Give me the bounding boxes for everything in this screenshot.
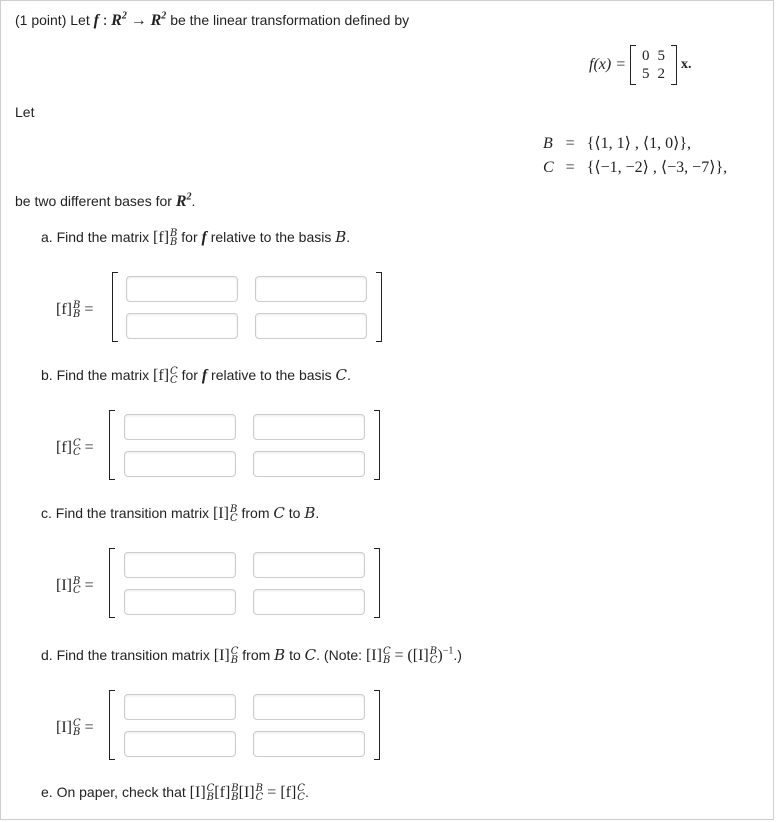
let-label: Let <box>15 104 35 120</box>
part-c-label: [I] B C = <box>56 576 94 597</box>
matrix-left-bracket <box>112 272 118 342</box>
basis-b-symbol: B <box>543 135 553 152</box>
part-d-label: [I] C B = <box>56 718 94 739</box>
part-b-func: f <box>201 367 208 384</box>
part-c-answer-r2c2[interactable] <box>253 589 365 615</box>
part-b-question <box>41 366 351 385</box>
basis-b-value: {⟨1, 1⟩ , ⟨1, 0⟩}, <box>586 135 692 152</box>
part-c-answer-r2c1[interactable] <box>124 589 236 615</box>
part-b-answer-r2c1[interactable] <box>124 451 236 477</box>
equals-sign: = <box>565 159 575 176</box>
part-b-label: [f] C C = <box>56 438 94 459</box>
problem-intro <box>15 12 409 30</box>
part-a-end: . <box>346 229 351 245</box>
matrix-cell: 2 <box>657 66 665 82</box>
part-d-to: C <box>304 646 317 664</box>
part-b-end: . <box>347 367 351 383</box>
part-b-notation: [f] C C <box>153 366 178 387</box>
part-c-to-word: to <box>288 505 301 521</box>
codomain-symbol: $R^2$ <box>150 10 167 29</box>
part-d-middle: from <box>242 647 271 663</box>
function-symbol: f <box>93 12 99 29</box>
domain-symbol: $R^2$ <box>111 10 127 29</box>
part-d-note-eq: = <box>394 647 404 664</box>
matrix-left-bracket <box>109 548 115 618</box>
matrix-right-bracket <box>374 690 380 760</box>
definition-display <box>589 45 692 85</box>
part-b-basis: C <box>335 366 348 384</box>
points-label: (1 point) <box>15 12 67 28</box>
matrix-cell: 0 <box>642 48 650 64</box>
part-d-answer-r2c2[interactable] <box>253 731 365 757</box>
part-d-note-lhs: [I] C B <box>365 646 391 667</box>
intro-suffix: be the linear transformation defined by <box>170 12 410 28</box>
space-symbol: $R^2$ <box>175 191 192 210</box>
bases-note <box>15 193 195 211</box>
part-c-middle: from <box>241 505 270 521</box>
matrix-left-bracket <box>109 410 115 480</box>
part-d-notation: [I] C B <box>213 646 239 667</box>
matrix-cell: 5 <box>657 48 665 64</box>
part-d-note-open: . (Note: <box>316 647 363 663</box>
part-a-answer-r1c1[interactable] <box>126 276 238 302</box>
part-a-answer-r2c1[interactable] <box>126 313 238 339</box>
part-d-prefix: d. Find the transition matrix <box>41 647 210 663</box>
part-b-answer-r2c2[interactable] <box>253 451 365 477</box>
part-a-label: [f] B B = <box>56 300 94 321</box>
part-d-answer-r1c1[interactable] <box>124 694 236 720</box>
part-b-answer-r1c2[interactable] <box>253 414 365 440</box>
part-a-suffix: relative to the basis <box>210 229 332 245</box>
definition-matrix <box>630 45 677 85</box>
matrix-left-bracket <box>109 690 115 760</box>
part-e-prefix: e. On paper, check that <box>41 784 186 800</box>
part-d-from: B <box>274 646 286 664</box>
part-d-note-close: .) <box>453 647 462 663</box>
part-c-end: . <box>315 505 320 521</box>
part-b-middle: for <box>181 367 198 383</box>
part-c-prefix: c. Find the transition matrix <box>41 505 210 521</box>
part-c-notation: [I] B C <box>212 504 238 525</box>
equals-sign: = <box>565 135 575 152</box>
part-a-middle: for <box>181 229 198 245</box>
basis-c-value: {⟨−1, −2⟩ , ⟨−3, −7⟩}, <box>586 159 728 176</box>
part-e-end: . <box>304 784 309 800</box>
part-a-answer-r2c2[interactable] <box>255 313 367 339</box>
basis-c-row <box>537 156 733 180</box>
part-d-answer-r1c2[interactable] <box>253 694 365 720</box>
part-b-answer-r1c1[interactable] <box>124 414 236 440</box>
part-a-func: f <box>201 229 207 246</box>
part-a-question <box>41 228 350 247</box>
part-a-notation: [f] B B <box>153 228 178 249</box>
matrix-right-bracket <box>374 548 380 618</box>
part-d-note-rhs: ([I] B C )$^{-1}$ <box>407 645 454 667</box>
bases-note-end: . <box>191 193 196 209</box>
basis-b-row <box>537 132 733 156</box>
arrow-symbol: → <box>130 12 147 29</box>
part-e-question <box>41 784 309 802</box>
intro-let: Let <box>70 12 90 28</box>
matrix-right-bracket <box>374 410 380 480</box>
part-c-from: C <box>273 504 285 522</box>
part-b-prefix: b. Find the matrix <box>41 367 150 383</box>
part-c-to: B <box>304 504 316 522</box>
part-d-to-word: to <box>289 647 301 663</box>
part-d-answer-r2c1[interactable] <box>124 731 236 757</box>
part-a-basis: B <box>335 228 347 246</box>
part-b-suffix: relative to the basis <box>211 367 332 383</box>
basis-c-symbol: C <box>543 159 554 176</box>
part-c-question <box>41 504 319 523</box>
part-a-answer-r1c2[interactable] <box>255 276 367 302</box>
matrix-right-bracket <box>376 272 382 342</box>
part-c-answer-r1c2[interactable] <box>253 552 365 578</box>
part-a-prefix: a. Find the matrix <box>41 229 150 245</box>
bases-definitions <box>537 132 733 180</box>
part-d-question <box>41 646 462 665</box>
signature-colon: : <box>102 12 108 29</box>
part-e-expression: [I] C B [f] B B [I] B C = [f] C C <box>189 783 305 804</box>
matrix-cell: 5 <box>642 66 650 82</box>
bases-note-text: be two different bases for <box>15 193 172 209</box>
definition-lhs: f(x) = <box>589 56 626 73</box>
part-c-answer-r1c1[interactable] <box>124 552 236 578</box>
definition-rhs: x. <box>681 57 692 72</box>
